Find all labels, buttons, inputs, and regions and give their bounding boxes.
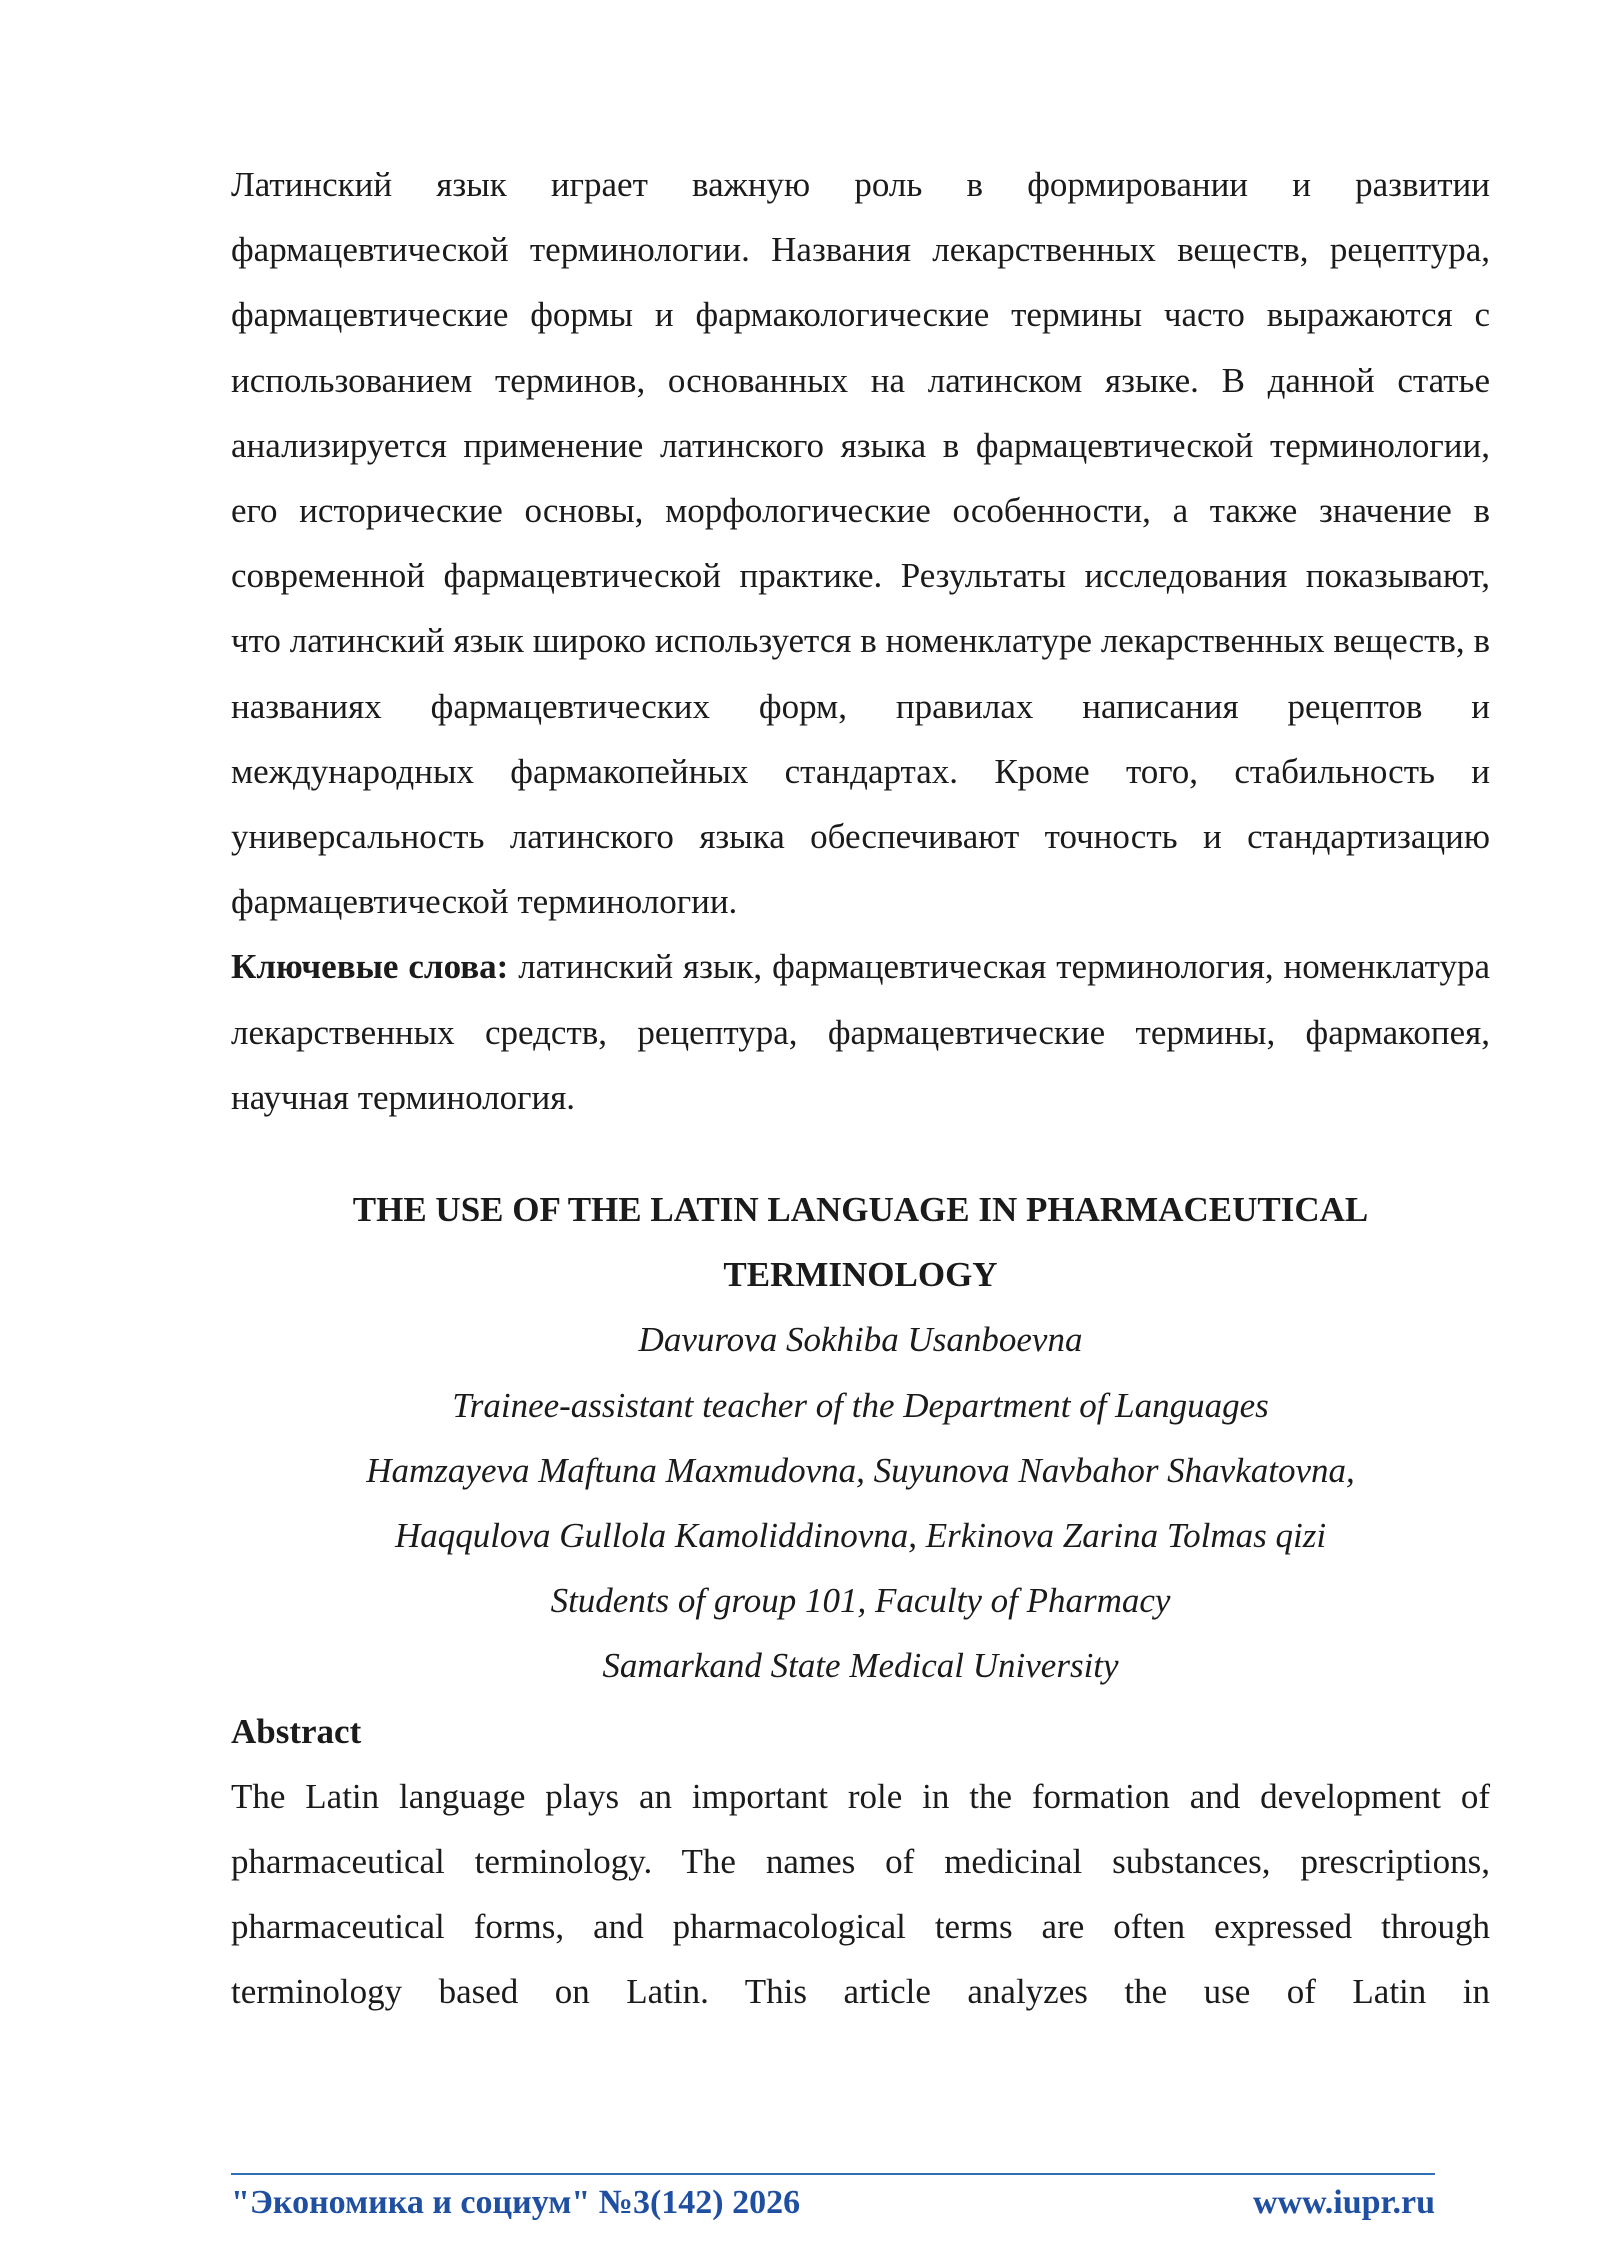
article-title: THE USE OF THE LATIN LANGUAGE IN PHARMACEUTICAL TERMINOLOGY: [352, 1190, 1369, 1295]
russian-keywords: [231, 934, 1490, 1130]
abstract-heading: Abstract: [231, 1711, 362, 1751]
page-footer: [231, 2180, 1435, 2226]
author-position: Trainee-assistant teacher of the Department of Languages: [452, 1385, 1269, 1425]
footer-journal: "Экономика и социум" №3(142) 2026: [231, 2184, 801, 2221]
students-line-2: Haqqulova Gullola Kamoliddinovna, Erkinova Zarina Tolmas qizi: [394, 1516, 1327, 1556]
keywords-label: Ключевые слова:: [231, 947, 509, 987]
students-line-1: Hamzayeva Maftuna Maxmudovna, Suyunova Navbahor Shavkatovna,: [366, 1450, 1355, 1490]
footer-website-link[interactable]: www.iupr.ru: [1252, 2184, 1435, 2221]
university-name: Samarkand State Medical University: [602, 1646, 1119, 1686]
students-group: Students of group 101, Faculty of Pharmacy: [550, 1581, 1171, 1621]
russian-abstract-paragraph: Латинский язык играет важную роль в формировании и развитии фармацевтической терминологии. Названия лекарственных веществ, рецептура, фармацевтические формы и фармакологические термины часто выражаются с использованием терминов, основанных на латинском языке. В данной статье анализируется применение латинского языка в фармацевтической терминологии, его исторические основы, морфологические особенности, а также значение в современной фармацевтической практике. Результаты исследования показывают, что латинский язык широко используется в номенклатуре лекарственных веществ, в названиях фармацевтических форм, правилах написания рецептов и международных фармакопейных стандартах. Кроме того, стабильность и универсальность латинского языка обеспечивают точность и стандартизацию фармацевтической терминологии.: [231, 165, 1490, 922]
page-body: [231, 152, 1490, 2025]
author-name: Davurova Sokhiba Usanboevna: [638, 1320, 1083, 1360]
english-abstract-paragraph: The Latin language plays an important role in the formation and development of pharmaceutical terminology. The names of medicinal substances, prescriptions, pharmaceutical forms, and pharmacological terms are often expressed through terminology based on Latin. This article analyzes the use of Latin in: [231, 1776, 1490, 2012]
keywords-text: латинский язык, фармацевтическая терминология, номенклатура лекарственных средств, рецептура, фармацевтические термины, фармакопея, научная терминология.: [231, 947, 1490, 1117]
footer-divider: [231, 2173, 1435, 2175]
